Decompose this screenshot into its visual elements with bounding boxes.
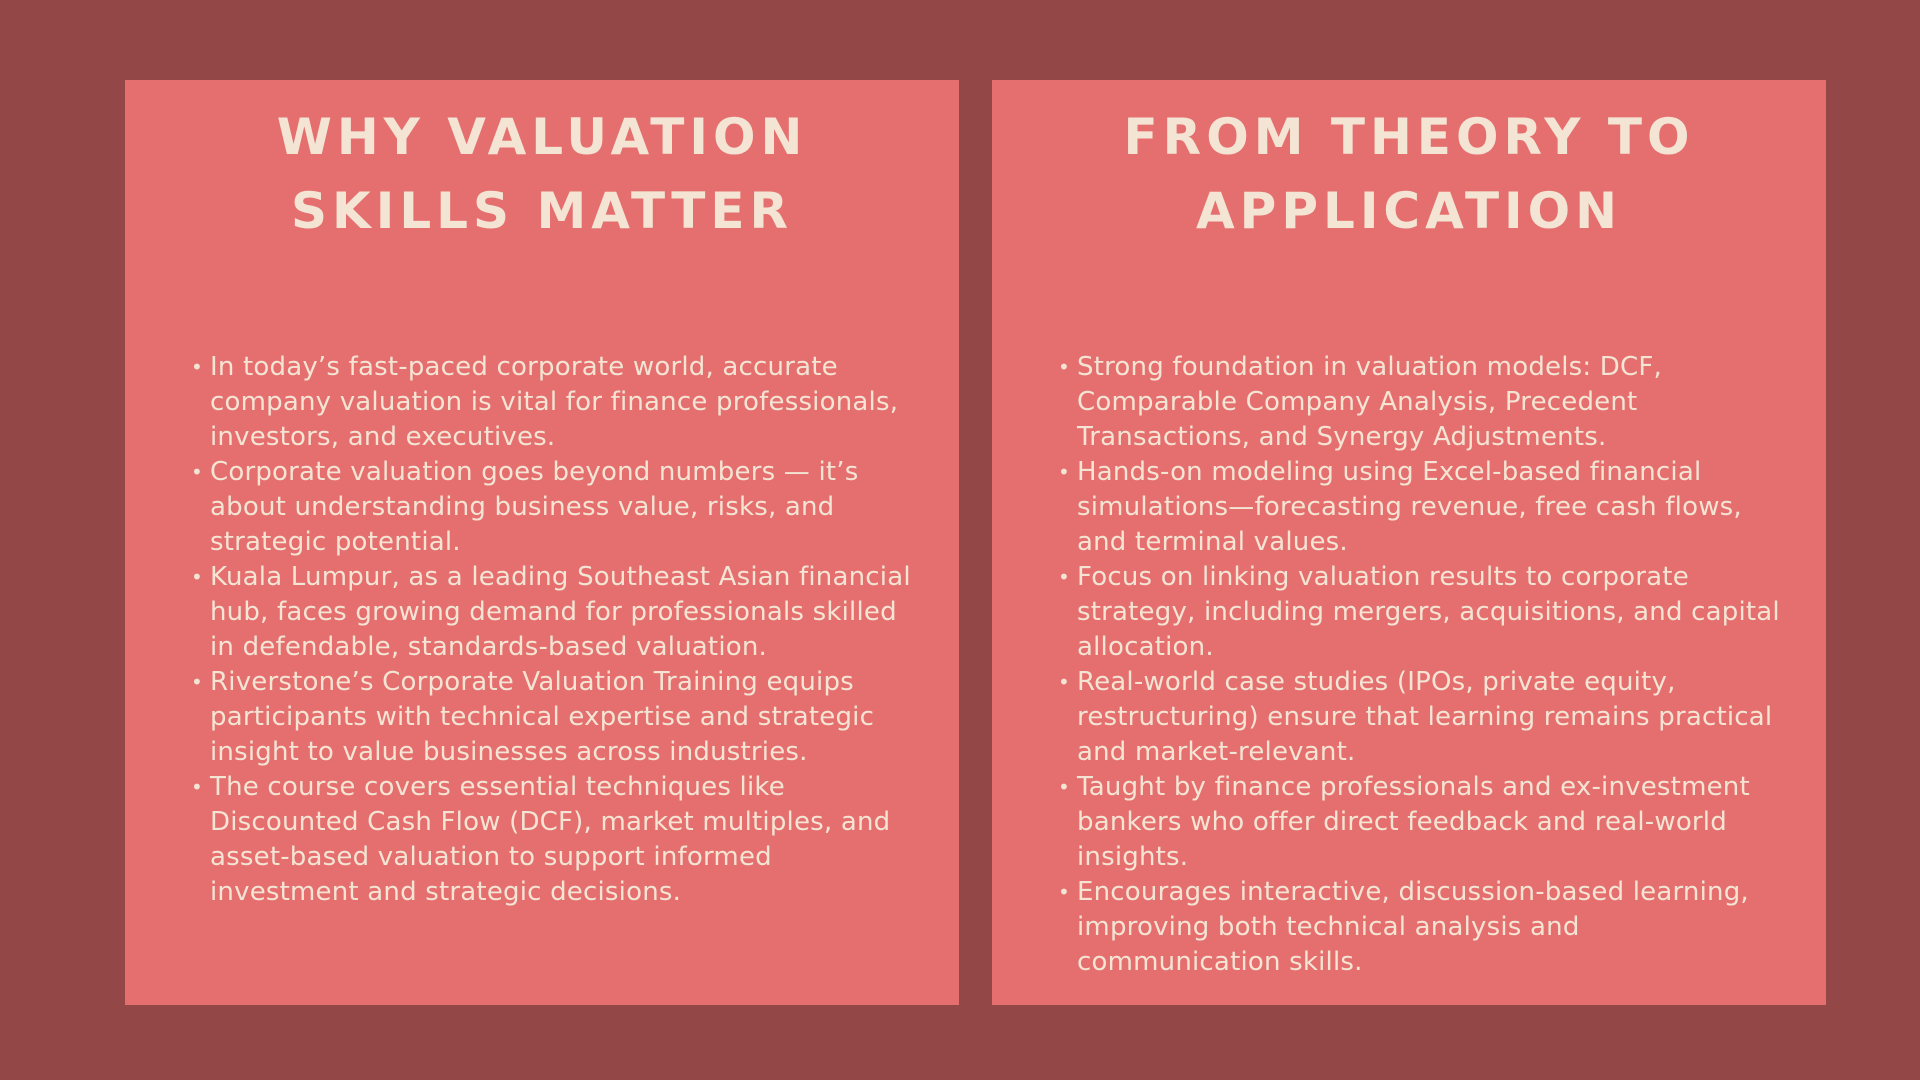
bullet-list — [1052, 350, 1786, 980]
bullet-text: Taught by finance professionals and ex-investment bankers who offer direct feedback and real-world insights. — [1077, 772, 1750, 872]
bullet-item — [185, 350, 919, 455]
bullet-item — [185, 665, 919, 770]
bullet-text: Hands-on modeling using Excel-based financial simulations—forecasting revenue, free cash flows, and terminal values. — [1077, 457, 1742, 557]
bullet-item — [1052, 455, 1786, 560]
bullet-text: The course covers essential techniques like Discounted Cash Flow (DCF), market multiples, and asset-based valuation to support informed investment and strategic decisions. — [210, 772, 891, 907]
bullet-text: Encourages interactive, discussion-based learning, improving both technical analysis and communication skills. — [1077, 877, 1749, 977]
bullet-icon: • — [191, 775, 203, 799]
bullet-icon: • — [1058, 880, 1070, 904]
panel-title — [992, 80, 1826, 248]
panel-title-line-1: WHY VALUATION — [276, 108, 808, 166]
bullet-item — [1052, 665, 1786, 770]
bullet-item — [185, 770, 919, 910]
panel-title-line-2: APPLICATION — [1195, 182, 1623, 240]
right-panel — [992, 80, 1826, 1005]
left-panel — [125, 80, 959, 1005]
panel-title — [125, 80, 959, 248]
bullet-icon: • — [191, 460, 203, 484]
bullet-icon: • — [191, 670, 203, 694]
bullet-text: In today’s fast-paced corporate world, accurate company valuation is vital for finance professionals, investors, and executives. — [210, 352, 899, 452]
bullet-item — [1052, 560, 1786, 665]
bullet-text: Real-world case studies (IPOs, private equity, restructuring) ensure that learning remains practical and market-relevant. — [1077, 667, 1773, 767]
bullet-text: Focus on linking valuation results to corporate strategy, including mergers, acquisitions, and capital allocation. — [1077, 562, 1780, 662]
bullet-icon: • — [1058, 460, 1070, 484]
bullet-item — [185, 455, 919, 560]
bullet-text: Riverstone’s Corporate Valuation Training equips participants with technical expertise and strategic insight to value businesses across industries. — [210, 667, 875, 767]
bullet-icon: • — [191, 565, 203, 589]
bullet-item — [1052, 770, 1786, 875]
panel-title-line-1: FROM THEORY TO — [1123, 108, 1695, 166]
bullet-item — [1052, 350, 1786, 455]
bullet-icon: • — [1058, 775, 1070, 799]
bullet-icon: • — [191, 355, 203, 379]
bullet-text: Strong foundation in valuation models: DCF, Comparable Company Analysis, Precedent Transactions, and Synergy Adjustments. — [1077, 352, 1663, 452]
bullet-item — [185, 560, 919, 665]
bullet-icon: • — [1058, 355, 1070, 379]
bullet-text: Corporate valuation goes beyond numbers — it’s about understanding business value, risks, and strategic potential. — [210, 457, 859, 557]
bullet-text: Kuala Lumpur, as a leading Southeast Asian financial hub, faces growing demand for professionals skilled in defendable, standards-based valuation. — [210, 562, 911, 662]
bullet-icon: • — [1058, 565, 1070, 589]
bullet-list — [185, 350, 919, 910]
bullet-icon: • — [1058, 670, 1070, 694]
bullet-item — [1052, 875, 1786, 980]
panel-title-line-2: SKILLS MATTER — [290, 182, 794, 240]
